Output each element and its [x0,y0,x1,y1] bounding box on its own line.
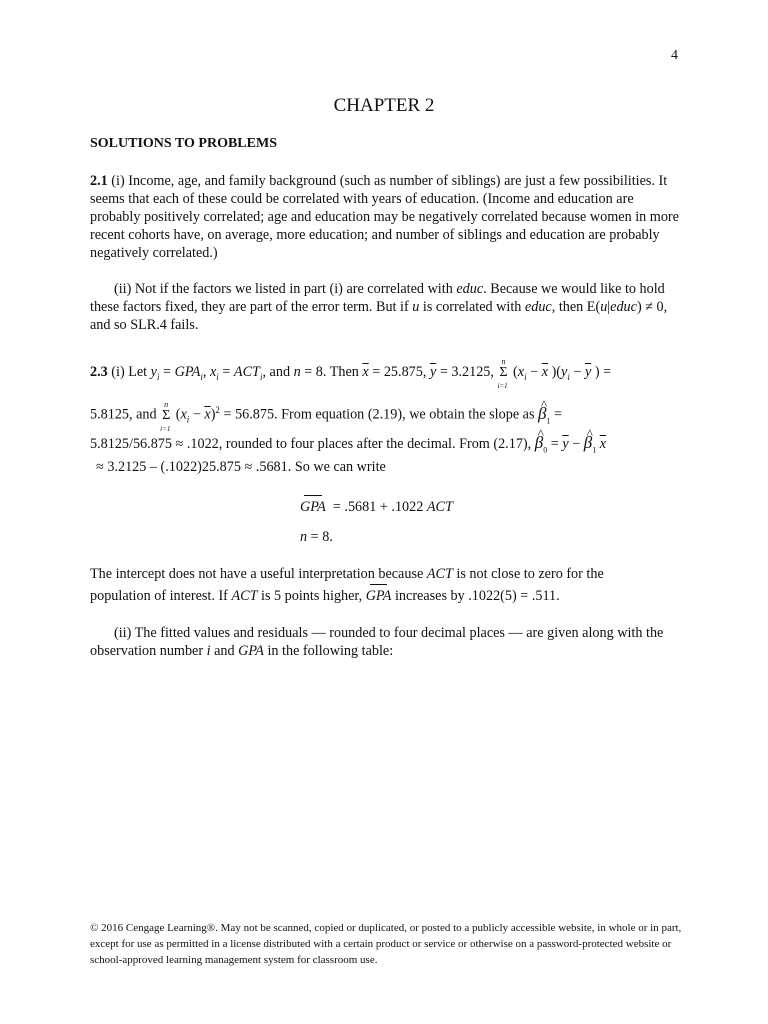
text-run: , then E( [551,299,601,315]
text-run: , and [262,364,294,380]
text-run: is 5 points higher, [257,588,366,604]
text-run: = 8. Then [300,364,363,380]
sum-upper-limit: n [164,399,169,409]
sample-size-line [300,528,333,546]
sum-lower-limit: i=1 [160,424,171,433]
text-run: ( [172,406,181,423]
text-run: (ii) Not if the factors we listed in part (i) are correlated with [114,281,457,297]
var-x: x [180,406,187,423]
subscript-1: 1 [546,416,551,426]
sum-upper-limit: n [501,357,506,366]
beta-hat-0 [535,434,547,459]
summation-symbol [160,399,172,433]
subscript-0: 0 [543,445,548,455]
text-run: increases by .1022(5) = .511. [391,588,560,604]
var-n: n [293,364,301,380]
text-run: , [202,364,210,380]
text-run: = 25.875, [368,364,430,380]
text-run: 5.8125/56.875 ≈ .1022, rounded to four places after the decimal. From (2.17), [90,436,535,452]
var-gpa-hat: GPA [365,588,392,604]
text-run: = 56.875. From equation (2.19), we obtain the slope as [219,406,539,423]
var-y-bar: $\overline{y}$ [584,364,592,380]
subscript-i: i [186,414,190,425]
var-act: ACT [231,588,258,604]
text-run: = 3.2125, [436,364,498,380]
var-gpa: GPA [174,364,201,380]
text-run: and [210,643,239,659]
subscript-1: 1 [592,445,597,455]
var-y-bar: $\overline{y}$ [562,436,569,452]
var-x-bar: $\overline{x}$ [599,436,607,452]
var-u: u [600,299,608,315]
sigma: Σ [499,365,508,380]
var-gpa: GPA [238,643,264,659]
text-run: is not close to zero for the [452,566,604,582]
beta-symbol: β [538,403,547,423]
text-run: (i) Let [111,364,151,380]
beta-symbol: β [534,433,544,452]
text-run: | [607,299,611,315]
var-x-bar: $\overline{x}$ [541,364,549,380]
var-y: y [561,364,568,380]
summation-symbol [497,357,509,390]
text-run: = [218,364,234,380]
text-run: = [550,406,563,423]
subscript-i: i [156,371,160,382]
section-heading: SOLUTIONS TO PROBLEMS [90,136,277,151]
problem-2-3-line-2 [90,399,563,433]
text-run: is correlated with [419,299,525,315]
text-run: ) [210,406,216,423]
text-run: − [568,436,584,452]
subscript-i: i [216,371,219,382]
var-i: i [206,643,211,659]
problem-2-3-line-3 [90,434,606,459]
var-educ: educ [524,299,552,315]
text-run: )( [548,364,562,380]
var-act: ACT [426,499,453,515]
problem-2-1-part-ii [90,280,680,334]
beta-hat-1 [584,434,596,459]
text-run: ≈ 3.2125 – (.1022)25.875 ≈ .5681. So we can write [96,459,386,475]
text-run: − [526,364,542,380]
problem-label: 2.3 [90,364,108,380]
text-run: − [569,364,585,380]
text-run: = 8. [307,529,333,545]
text-run: ) ≠ 0, and so SLR.4 fails. [90,299,668,333]
text-run: . Because we would like to hold these factors fixed, they are part of the error term. But if [90,281,665,315]
subscript-i: i [524,371,527,382]
interpretation-line-2 [90,587,560,605]
sigma: Σ [162,407,171,423]
problem-2-1-part-i [90,172,680,262]
text-run: 5.8125, and [90,406,161,423]
var-u: u [412,299,420,315]
subscript-i: i [259,371,263,382]
regression-equation [300,498,453,516]
var-x: x [209,364,217,380]
var-educ: educ [456,281,484,297]
var-y-bar: $\overline{y}$ [429,364,437,380]
text-run: = [159,364,175,380]
var-educ: educ [610,299,637,315]
var-n: n [300,529,308,545]
text-run: = .5681 + .1022 [332,499,424,515]
beta-symbol: β [583,433,593,452]
text-run: ) = [591,364,612,380]
text-run: − [189,406,205,423]
problem-2-3-line-4 [96,458,386,476]
text-run: in the following table: [263,643,394,659]
var-y: y [150,364,157,380]
text-run: The intercept does not have a useful interpretation because [90,566,427,582]
page-number: 4 [671,48,678,63]
var-act: ACT [233,364,260,380]
problem-2-3-part-ii [90,624,680,660]
subscript-i: i [200,371,203,382]
problem-label: 2.1 [90,173,108,189]
var-gpa-hat: GPA [300,499,326,515]
subscript-i: i [567,371,570,382]
var-x-bar: $\overline{x}$ [204,406,211,423]
sum-lower-limit: i=1 [497,382,508,390]
var-act: ACT [426,566,453,582]
superscript-2: 2 [215,405,220,415]
text-run: (ii) The fitted values and residuals — rounded to four decimal places — are given along with the observation number [90,625,664,659]
chapter-title: CHAPTER 2 [333,95,435,116]
text-run: population of interest. If [90,588,232,604]
var-x: x [517,364,525,380]
copyright-footer: © 2016 Cengage Learning®. May not be scanned, copied or duplicated, or posted to a publicly accessible website, in whole or in part, except for use as permitted in a license distributed with a certain product or service or otherwise on a password-protected website or school-approved learning management system for classroom use. [90,922,682,966]
problem-2-3-line-1 [90,357,612,390]
paragraph-text: (i) Income, age, and family background (such as number of siblings) are just a few possibilities. It seems that each of these could be correlated with years of education. (Income and education are probably positively correlated; age and education may be negatively correlated because women in more recent cohorts have, on average, more education; and number of siblings and education are probably negatively correlated.) [90,173,679,261]
text-run: ( [509,364,518,380]
text-run: = [547,436,563,452]
interpretation-line-1 [90,565,604,583]
var-x-bar: $\overline{x}$ [362,364,369,380]
